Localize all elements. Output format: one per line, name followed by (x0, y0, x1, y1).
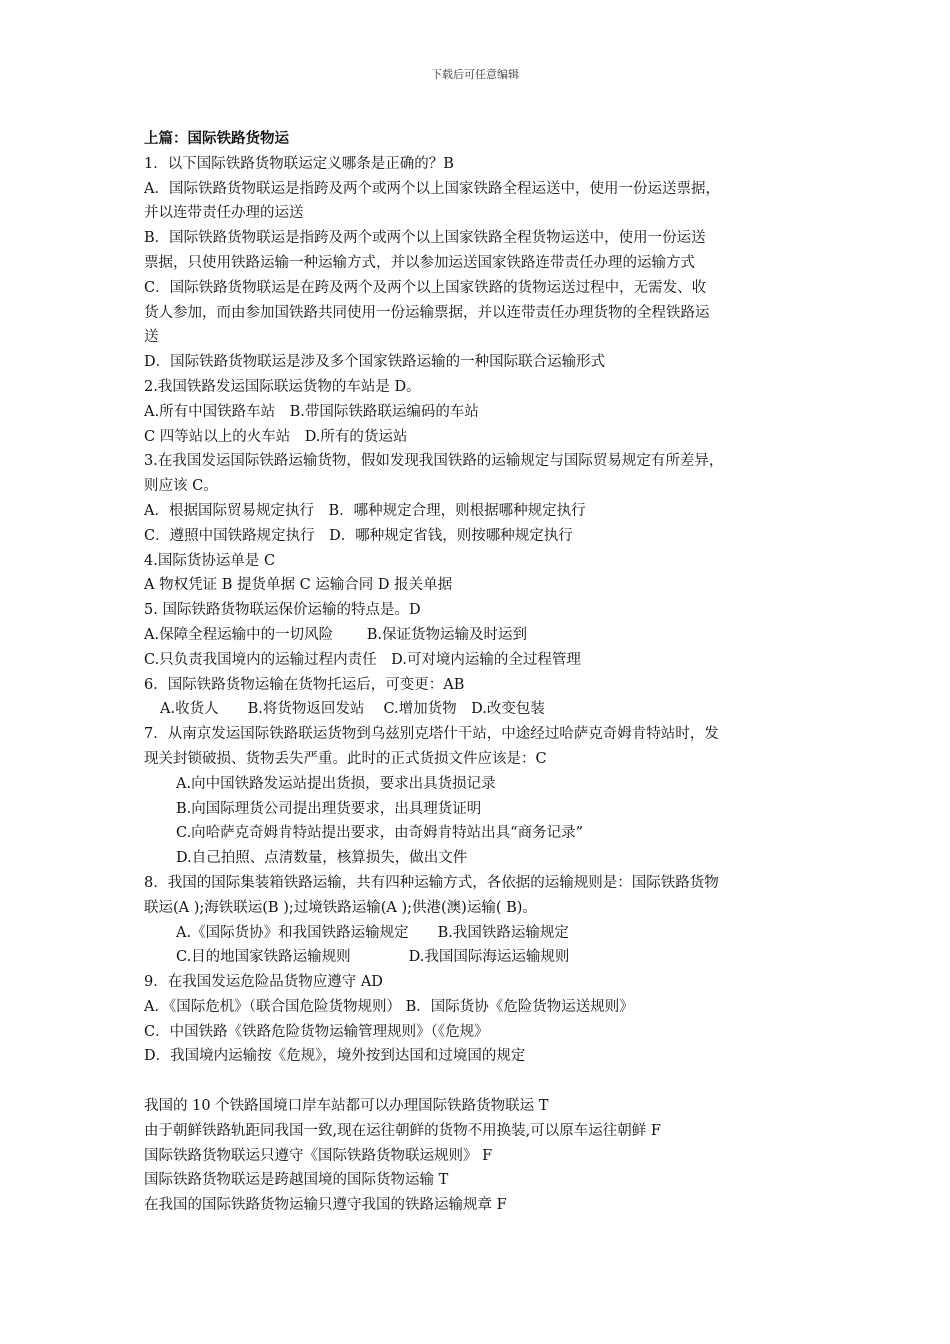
q9-options-line2: C．中国铁路《铁路危险货物运输管理规则》（《危规》 (144, 1023, 489, 1040)
q8-options-line2: C.目的地国家铁路运输规则 D.我国国际海运运输规则 (176, 949, 570, 966)
q1-option-c-line2: 货人参加，而由参加国铁路共同使用一份运输票据，并以连带责任办理货物的全程铁路运 (144, 304, 710, 321)
true-false-item: 在我国的国际铁路货物运输只遵守我国的铁路运输规章 F (144, 1197, 507, 1214)
question-6: 6．国际铁路货物运输在货物托运后，可变更：AB (144, 676, 465, 693)
q1-option-b-line2: 票据，只使用铁路运输一种运输方式，并以参加运送国家铁路连带责任办理的运输方式 (144, 254, 695, 271)
document-body (144, 127, 816, 1218)
q7-option-a: A.向中国铁路发运站提出货损，要求出具货损记录 (176, 775, 496, 792)
q7-option-b: B.向国际理货公司提出理货要求，出具理货证明 (176, 800, 482, 817)
q1-option-a-line1: A．国际铁路货物联运是指跨及两个或两个以上国家铁路全程运送中，使用一份运送票据， (144, 180, 720, 197)
q1-option-c-line1: C．国际铁路货物联运是在跨及两个及两个以上国家铁路的货物运送过程中，无需发、收 (144, 279, 707, 296)
q5-options-line1: A.保障全程运输中的一切风险 B.保证货物运输及时运到 (144, 626, 527, 643)
q9-options-line1: A．《国际危机》（联合国危险货物规则） B．国际货协《危险货物运送规则》 (144, 998, 634, 1015)
q7-option-c: C.向哈萨克奇姆肯特站提出要求，由奇姆肯特站出具“商务记录” (176, 825, 584, 842)
question-7-line2: 现关封锁破损、货物丢失严重。此时的正式货损文件应该是：C (144, 750, 547, 767)
question-5: 5. 国际铁路货物联运保价运输的特点是。D (144, 602, 421, 619)
question-1: 1．以下国际铁路货物联运定义哪条是正确的？B (144, 155, 454, 172)
q2-options-line1: A.所有中国铁路车站 B.带国际铁路联运编码的车站 (144, 403, 479, 420)
question-9: 9．在我国发运危险品货物应遵守 AD (144, 974, 383, 991)
section-title: 上篇：国际铁路货物运 (144, 130, 289, 147)
question-2: 2.我国铁路发运国际联运货物的车站是 D。 (144, 378, 421, 395)
question-7-line1: 7．从南京发运国际铁路联运货物到乌兹别克塔什干站，中途经过哈萨克奇姆肯特站时，发 (144, 726, 719, 743)
blank-line (144, 1069, 816, 1094)
q8-options-line1: A.《国际货协》和我国铁路运输规定 B.我国铁路运输规定 (176, 924, 569, 941)
q1-option-d-line1: D．国际铁路货物联运是涉及多个国家铁路运输的一种国际联合运输形式 (144, 354, 606, 371)
true-false-item: 由于朝鲜铁路轨距同我国一致,现在运往朝鲜的货物不用换装,可以原车运往朝鲜 F (144, 1122, 661, 1139)
q7-option-d: D.自己拍照、点清数量，核算损失，做出文件 (176, 850, 468, 867)
page-header: 下载后可任意编辑 (431, 68, 519, 81)
q1-option-a-line2: 并以连带责任办理的运送 (144, 205, 304, 222)
q1-option-b-line1: B．国际铁路货物联运是指跨及两个或两个以上国家铁路全程货物运送中，使用一份运送 (144, 230, 706, 247)
q1-option-c-line3: 送 (144, 329, 159, 346)
q2-options-line2: C 四等站以上的火车站 D.所有的货运站 (144, 428, 408, 445)
true-false-item: 国际铁路货物联运是跨越国境的国际货物运输 T (144, 1172, 449, 1189)
question-4: 4.国际货协运单是 C (144, 552, 276, 569)
q9-options-line3: D．我国境内运输按《危规》，境外按到达国和过境国的规定 (144, 1048, 526, 1065)
question-3-line1: 3.在我国发运国际铁路运输货物，假如发现我国铁路的运输规定与国际贸易规定有所差异， (144, 453, 724, 470)
true-false-item: 我国的 10 个铁路国境口岸车站都可以办理国际铁路货物联运 T (144, 1098, 549, 1115)
true-false-item: 国际铁路货物联运只遵守《国际铁路货物联运规则》 F (144, 1147, 493, 1164)
question-8-line1: 8．我国的国际集装箱铁路运输，共有四种运输方式，各依据的运输规则是：国际铁路货物 (144, 874, 719, 891)
q4-options: A 物权凭证 B 提货单据 C 运输合同 D 报关单据 (144, 577, 453, 594)
q3-options-line1: A．根据国际贸易规定执行 B．哪种规定合理，则根据哪种规定执行 (144, 502, 586, 519)
question-8-line2: 联运(A );海铁联运(B );过境铁路运输(A );供港(澳)运输( B)。 (144, 899, 537, 916)
q5-options-line2: C.只负责我国境内的运输过程内责任 D.可对境内运输的全过程管理 (144, 651, 581, 668)
q6-options: A.收货人 B.将货物返回发站 C.增加货物 D.改变包装 (160, 701, 545, 718)
q3-options-line2: C．遵照中国铁路规定执行 D．哪种规定省钱，则按哪种规定执行 (144, 527, 573, 544)
question-3-line2: 则应该 C。 (144, 478, 218, 495)
